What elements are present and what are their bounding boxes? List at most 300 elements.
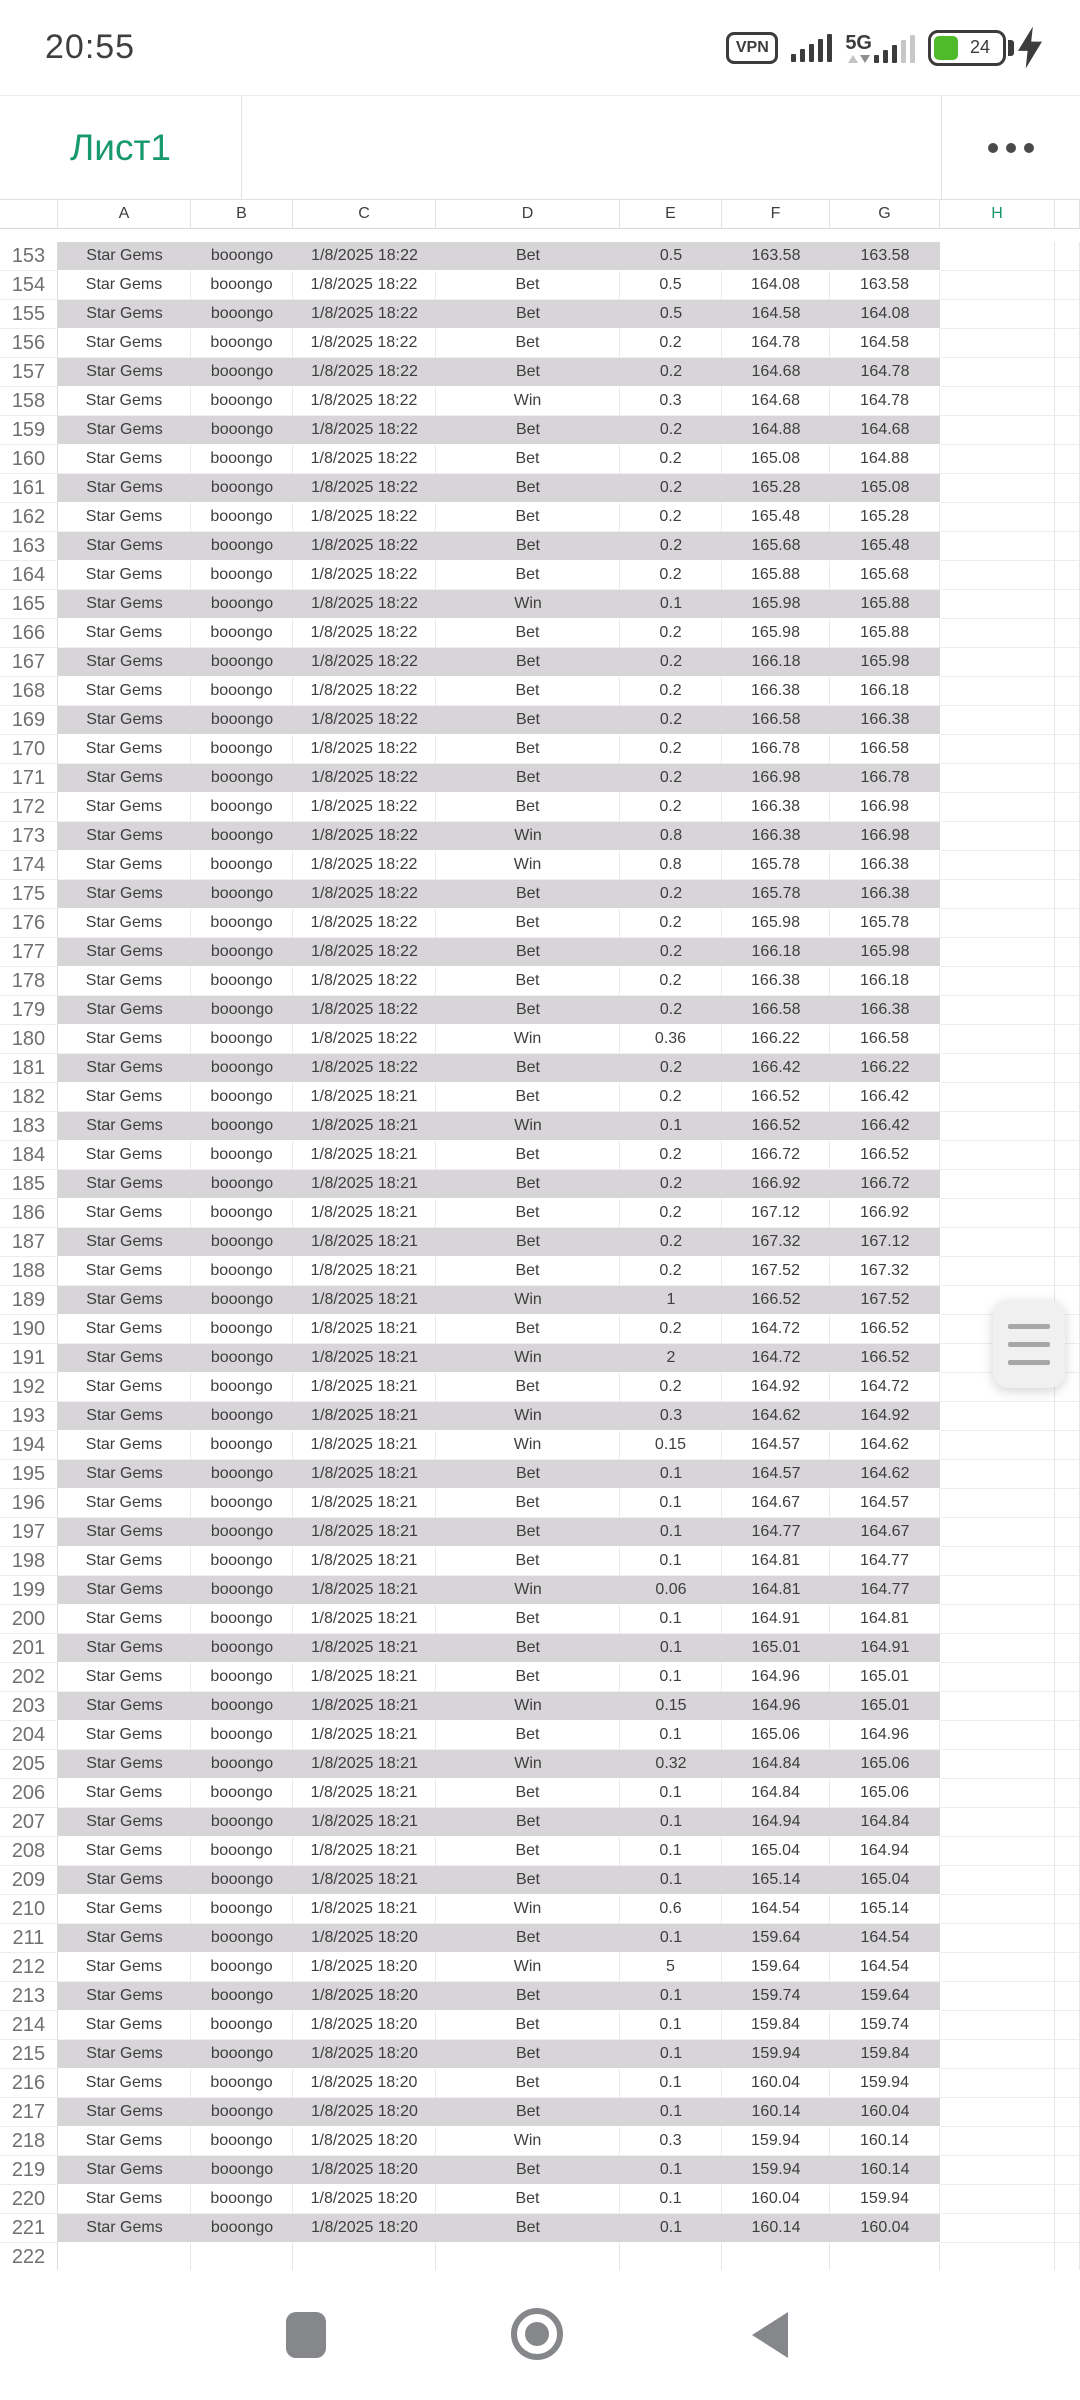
cell[interactable] xyxy=(940,1170,1055,1199)
cell[interactable] xyxy=(940,358,1055,387)
cell[interactable]: 1/8/2025 18:22 xyxy=(293,358,436,387)
cell[interactable]: 0.1 xyxy=(620,1605,722,1634)
cell[interactable]: 0.2 xyxy=(620,648,722,677)
cell[interactable]: 165.06 xyxy=(830,1779,940,1808)
cell[interactable] xyxy=(940,677,1055,706)
cell[interactable]: booongo xyxy=(191,1547,293,1576)
cell[interactable]: 1/8/2025 18:21 xyxy=(293,1170,436,1199)
row-header[interactable]: 187 xyxy=(0,1228,58,1257)
cell[interactable]: 0.1 xyxy=(620,1721,722,1750)
row-header[interactable]: 204 xyxy=(0,1721,58,1750)
cell[interactable]: Bet xyxy=(436,561,620,590)
row-header[interactable]: 176 xyxy=(0,909,58,938)
recents-button[interactable] xyxy=(286,2312,326,2358)
cell[interactable]: Star Gems xyxy=(58,706,191,735)
row-header[interactable]: 189 xyxy=(0,1286,58,1315)
cell[interactable]: booongo xyxy=(191,1112,293,1141)
cell[interactable]: 166.78 xyxy=(830,764,940,793)
cell[interactable] xyxy=(58,2243,191,2272)
cell[interactable]: 0.2 xyxy=(620,1199,722,1228)
cell[interactable]: Bet xyxy=(436,1489,620,1518)
cell[interactable]: Bet xyxy=(436,445,620,474)
cell[interactable]: 160.14 xyxy=(830,2156,940,2185)
cell[interactable]: Bet xyxy=(436,1779,620,1808)
cell[interactable]: 166.22 xyxy=(830,1054,940,1083)
cell[interactable]: Win xyxy=(436,1402,620,1431)
cell[interactable]: 166.52 xyxy=(722,1286,830,1315)
cell[interactable]: 165.88 xyxy=(830,619,940,648)
row-header[interactable]: 219 xyxy=(0,2156,58,2185)
cell[interactable]: 164.88 xyxy=(830,445,940,474)
cell[interactable]: Win xyxy=(436,1112,620,1141)
cell[interactable]: 166.78 xyxy=(722,735,830,764)
cell[interactable]: 164.68 xyxy=(722,358,830,387)
cell[interactable] xyxy=(940,271,1055,300)
cell[interactable]: booongo xyxy=(191,1808,293,1837)
cell[interactable]: 0.5 xyxy=(620,300,722,329)
cell[interactable] xyxy=(940,1054,1055,1083)
cell[interactable]: 164.91 xyxy=(722,1605,830,1634)
cell[interactable]: 165.28 xyxy=(722,474,830,503)
cell[interactable]: 0.1 xyxy=(620,2185,722,2214)
cell[interactable]: booongo xyxy=(191,1866,293,1895)
row-header[interactable]: 222 xyxy=(0,2243,58,2272)
row-header[interactable]: 168 xyxy=(0,677,58,706)
row-header[interactable]: 164 xyxy=(0,561,58,590)
cell[interactable]: booongo xyxy=(191,764,293,793)
cell[interactable]: Bet xyxy=(436,706,620,735)
cell[interactable]: 166.38 xyxy=(722,822,830,851)
cell[interactable]: 0.2 xyxy=(620,1228,722,1257)
cell[interactable]: booongo xyxy=(191,300,293,329)
cell[interactable]: Bet xyxy=(436,416,620,445)
cell[interactable]: 0.2 xyxy=(620,416,722,445)
cell[interactable]: 0.1 xyxy=(620,1547,722,1576)
cell[interactable]: 164.72 xyxy=(722,1344,830,1373)
cell[interactable]: 0.2 xyxy=(620,1141,722,1170)
cell[interactable]: 164.62 xyxy=(722,1402,830,1431)
cell[interactable]: booongo xyxy=(191,1431,293,1460)
cell[interactable]: 164.62 xyxy=(830,1431,940,1460)
cell[interactable] xyxy=(940,532,1055,561)
row-header[interactable]: 156 xyxy=(0,329,58,358)
cell[interactable]: 165.68 xyxy=(722,532,830,561)
row-header[interactable]: 162 xyxy=(0,503,58,532)
cell[interactable]: 1/8/2025 18:22 xyxy=(293,764,436,793)
cell[interactable]: 165.06 xyxy=(830,1750,940,1779)
cell[interactable]: Win xyxy=(436,590,620,619)
cell[interactable]: Star Gems xyxy=(58,1750,191,1779)
cell[interactable]: 166.18 xyxy=(830,967,940,996)
cell[interactable] xyxy=(940,1402,1055,1431)
cell[interactable]: 1/8/2025 18:22 xyxy=(293,503,436,532)
cell[interactable]: Star Gems xyxy=(58,1634,191,1663)
cell[interactable]: Star Gems xyxy=(58,1721,191,1750)
cell[interactable]: 164.96 xyxy=(722,1663,830,1692)
cell[interactable]: 1/8/2025 18:22 xyxy=(293,677,436,706)
cell[interactable] xyxy=(940,1228,1055,1257)
cell[interactable]: Star Gems xyxy=(58,2214,191,2243)
cell[interactable] xyxy=(940,1779,1055,1808)
row-header[interactable]: 180 xyxy=(0,1025,58,1054)
row-header[interactable]: 202 xyxy=(0,1663,58,1692)
cell[interactable]: Bet xyxy=(436,300,620,329)
cell[interactable]: 165.48 xyxy=(722,503,830,532)
more-menu-button[interactable] xyxy=(941,96,1080,199)
cell[interactable]: 165.28 xyxy=(830,503,940,532)
cell[interactable]: Bet xyxy=(436,1518,620,1547)
row-header[interactable]: 153 xyxy=(0,242,58,271)
cell[interactable]: 166.98 xyxy=(830,822,940,851)
row-header[interactable]: 196 xyxy=(0,1489,58,1518)
cell[interactable]: 159.64 xyxy=(722,1953,830,1982)
cell[interactable]: 164.67 xyxy=(722,1489,830,1518)
row-header[interactable]: 213 xyxy=(0,1982,58,2011)
cell[interactable] xyxy=(940,1982,1055,2011)
cell[interactable]: 1/8/2025 18:20 xyxy=(293,2098,436,2127)
cell[interactable]: Bet xyxy=(436,880,620,909)
cell[interactable]: booongo xyxy=(191,1895,293,1924)
row-header[interactable]: 188 xyxy=(0,1257,58,1286)
cell[interactable]: booongo xyxy=(191,967,293,996)
cell[interactable]: 1/8/2025 18:21 xyxy=(293,1866,436,1895)
cell[interactable]: Star Gems xyxy=(58,1460,191,1489)
row-header[interactable]: 194 xyxy=(0,1431,58,1460)
cell[interactable]: 160.04 xyxy=(722,2185,830,2214)
cell[interactable]: Star Gems xyxy=(58,1953,191,1982)
cell[interactable]: booongo xyxy=(191,1373,293,1402)
cell[interactable]: 1/8/2025 18:22 xyxy=(293,938,436,967)
cell[interactable]: 164.57 xyxy=(722,1460,830,1489)
row-header[interactable]: 208 xyxy=(0,1837,58,1866)
cell[interactable]: 1/8/2025 18:22 xyxy=(293,822,436,851)
cell[interactable]: Win xyxy=(436,1953,620,1982)
cell[interactable] xyxy=(293,2243,436,2272)
cell[interactable]: Star Gems xyxy=(58,445,191,474)
cell[interactable]: 165.14 xyxy=(722,1866,830,1895)
cell[interactable]: 165.88 xyxy=(830,590,940,619)
cell[interactable]: booongo xyxy=(191,242,293,271)
cell[interactable] xyxy=(940,909,1055,938)
cell[interactable] xyxy=(940,1083,1055,1112)
cell[interactable]: Star Gems xyxy=(58,1489,191,1518)
cell[interactable]: Bet xyxy=(436,1663,620,1692)
cell[interactable]: 0.2 xyxy=(620,793,722,822)
cell[interactable]: 2 xyxy=(620,1344,722,1373)
cell[interactable]: Bet xyxy=(436,1170,620,1199)
cell[interactable]: 1/8/2025 18:21 xyxy=(293,1895,436,1924)
cell[interactable]: Star Gems xyxy=(58,329,191,358)
cell[interactable]: 1/8/2025 18:21 xyxy=(293,1518,436,1547)
cell[interactable]: 164.67 xyxy=(830,1518,940,1547)
cell[interactable]: 166.92 xyxy=(830,1199,940,1228)
cell[interactable] xyxy=(940,2011,1055,2040)
column-letter-A[interactable]: A xyxy=(58,200,191,229)
cell[interactable]: 159.94 xyxy=(830,2069,940,2098)
row-header[interactable]: 185 xyxy=(0,1170,58,1199)
cell[interactable] xyxy=(940,300,1055,329)
cell[interactable]: Star Gems xyxy=(58,474,191,503)
row-header[interactable]: 195 xyxy=(0,1460,58,1489)
cell[interactable]: 167.32 xyxy=(830,1257,940,1286)
cell[interactable]: 166.22 xyxy=(722,1025,830,1054)
cell[interactable]: 166.42 xyxy=(830,1083,940,1112)
cell[interactable] xyxy=(940,1895,1055,1924)
cell[interactable] xyxy=(940,938,1055,967)
cell[interactable]: Bet xyxy=(436,967,620,996)
cell[interactable]: Star Gems xyxy=(58,387,191,416)
cell[interactable]: Bet xyxy=(436,1460,620,1489)
cell[interactable]: 164.78 xyxy=(722,329,830,358)
cell[interactable]: Star Gems xyxy=(58,1895,191,1924)
row-header[interactable]: 203 xyxy=(0,1692,58,1721)
cell[interactable]: 1/8/2025 18:20 xyxy=(293,2214,436,2243)
cell[interactable]: 0.3 xyxy=(620,2127,722,2156)
cell[interactable]: 166.42 xyxy=(830,1112,940,1141)
cell[interactable]: booongo xyxy=(191,648,293,677)
cell[interactable]: 166.72 xyxy=(830,1170,940,1199)
cell[interactable]: 0.1 xyxy=(620,1112,722,1141)
cell[interactable] xyxy=(940,1112,1055,1141)
cell[interactable]: 164.08 xyxy=(722,271,830,300)
cell[interactable]: 166.38 xyxy=(722,793,830,822)
cell[interactable]: 0.3 xyxy=(620,387,722,416)
cell[interactable] xyxy=(940,1953,1055,1982)
cell[interactable]: 166.38 xyxy=(830,996,940,1025)
cell[interactable]: 165.98 xyxy=(722,590,830,619)
cell[interactable]: 166.38 xyxy=(722,967,830,996)
cell[interactable]: 1/8/2025 18:21 xyxy=(293,1286,436,1315)
cell[interactable]: 165.04 xyxy=(830,1866,940,1895)
cell[interactable]: 0.2 xyxy=(620,1315,722,1344)
cell[interactable]: 1/8/2025 18:21 xyxy=(293,1257,436,1286)
cell[interactable]: 164.96 xyxy=(830,1721,940,1750)
row-header[interactable]: 182 xyxy=(0,1083,58,1112)
cell[interactable]: 0.6 xyxy=(620,1895,722,1924)
cell[interactable] xyxy=(940,619,1055,648)
cell[interactable]: 1/8/2025 18:21 xyxy=(293,1141,436,1170)
cell[interactable]: 1/8/2025 18:22 xyxy=(293,416,436,445)
cell[interactable]: Bet xyxy=(436,1837,620,1866)
cell[interactable] xyxy=(940,242,1055,271)
cell[interactable]: Bet xyxy=(436,1866,620,1895)
cell[interactable]: Star Gems xyxy=(58,735,191,764)
cell[interactable]: 165.78 xyxy=(722,851,830,880)
row-header[interactable]: 201 xyxy=(0,1634,58,1663)
row-header[interactable]: 174 xyxy=(0,851,58,880)
row-header[interactable]: 217 xyxy=(0,2098,58,2127)
cell[interactable]: 166.52 xyxy=(830,1141,940,1170)
cell[interactable]: Bet xyxy=(436,1141,620,1170)
row-header[interactable]: 192 xyxy=(0,1373,58,1402)
cell[interactable]: Star Gems xyxy=(58,1112,191,1141)
cell[interactable]: 164.91 xyxy=(830,1634,940,1663)
cell[interactable]: Star Gems xyxy=(58,2185,191,2214)
row-header[interactable]: 179 xyxy=(0,996,58,1025)
row-header[interactable]: 160 xyxy=(0,445,58,474)
cell[interactable]: 164.57 xyxy=(830,1489,940,1518)
cell[interactable]: booongo xyxy=(191,329,293,358)
cell[interactable]: 167.52 xyxy=(830,1286,940,1315)
cell[interactable]: Star Gems xyxy=(58,590,191,619)
cell[interactable]: booongo xyxy=(191,271,293,300)
cell[interactable] xyxy=(940,1576,1055,1605)
cell[interactable]: Star Gems xyxy=(58,1315,191,1344)
cell[interactable]: 0.2 xyxy=(620,677,722,706)
cell[interactable]: 165.04 xyxy=(722,1837,830,1866)
cell[interactable]: 166.42 xyxy=(722,1054,830,1083)
cell[interactable]: Star Gems xyxy=(58,532,191,561)
cell[interactable]: 166.58 xyxy=(830,735,940,764)
cell[interactable]: Star Gems xyxy=(58,1924,191,1953)
cell[interactable]: 1/8/2025 18:22 xyxy=(293,329,436,358)
cell[interactable]: 166.58 xyxy=(830,1025,940,1054)
row-header[interactable]: 155 xyxy=(0,300,58,329)
cell[interactable]: 165.01 xyxy=(830,1692,940,1721)
cell[interactable] xyxy=(940,2156,1055,2185)
cell[interactable]: Bet xyxy=(436,474,620,503)
cell[interactable]: 160.14 xyxy=(830,2127,940,2156)
cell[interactable]: 164.78 xyxy=(830,358,940,387)
cell[interactable]: booongo xyxy=(191,445,293,474)
cell[interactable]: 0.1 xyxy=(620,1982,722,2011)
cell[interactable]: 1/8/2025 18:21 xyxy=(293,1083,436,1112)
cell[interactable]: 0.15 xyxy=(620,1431,722,1460)
cell[interactable]: 0.2 xyxy=(620,532,722,561)
cell[interactable]: Bet xyxy=(436,1054,620,1083)
cell[interactable]: 166.38 xyxy=(830,880,940,909)
cell[interactable]: Star Gems xyxy=(58,300,191,329)
cell[interactable]: 164.68 xyxy=(830,416,940,445)
cell[interactable]: 1/8/2025 18:21 xyxy=(293,1692,436,1721)
cell[interactable] xyxy=(940,1721,1055,1750)
cell[interactable]: 0.2 xyxy=(620,445,722,474)
cell[interactable]: booongo xyxy=(191,677,293,706)
cell[interactable]: Bet xyxy=(436,1634,620,1663)
cell[interactable]: 165.78 xyxy=(722,880,830,909)
cell[interactable]: 1/8/2025 18:22 xyxy=(293,1025,436,1054)
cell[interactable] xyxy=(940,561,1055,590)
cell[interactable]: 164.62 xyxy=(830,1460,940,1489)
cell[interactable]: Bet xyxy=(436,2040,620,2069)
cell[interactable]: Bet xyxy=(436,358,620,387)
row-header[interactable]: 220 xyxy=(0,2185,58,2214)
cell[interactable] xyxy=(830,2243,940,2272)
cell[interactable]: 159.74 xyxy=(830,2011,940,2040)
cell[interactable] xyxy=(940,1025,1055,1054)
cell[interactable]: booongo xyxy=(191,416,293,445)
cell[interactable]: 167.32 xyxy=(722,1228,830,1257)
cell[interactable]: 164.77 xyxy=(722,1518,830,1547)
cell[interactable]: 0.1 xyxy=(620,1634,722,1663)
cell[interactable]: Bet xyxy=(436,503,620,532)
cell[interactable]: 164.58 xyxy=(722,300,830,329)
cell[interactable]: Win xyxy=(436,1025,620,1054)
cell[interactable]: Bet xyxy=(436,2098,620,2127)
cell[interactable]: booongo xyxy=(191,619,293,648)
cell[interactable]: 1/8/2025 18:20 xyxy=(293,2069,436,2098)
cell[interactable]: Win xyxy=(436,1692,620,1721)
cell[interactable]: 1/8/2025 18:21 xyxy=(293,1228,436,1257)
cell[interactable] xyxy=(940,706,1055,735)
cell[interactable]: 164.77 xyxy=(830,1547,940,1576)
cell[interactable]: Star Gems xyxy=(58,561,191,590)
cell[interactable]: 0.1 xyxy=(620,2069,722,2098)
cell[interactable]: 160.04 xyxy=(722,2069,830,2098)
cell[interactable]: booongo xyxy=(191,2214,293,2243)
cell[interactable] xyxy=(940,2098,1055,2127)
row-header[interactable]: 169 xyxy=(0,706,58,735)
cell[interactable]: booongo xyxy=(191,735,293,764)
cell[interactable]: Win xyxy=(436,1431,620,1460)
cell[interactable] xyxy=(940,1750,1055,1779)
cell[interactable]: Bet xyxy=(436,1083,620,1112)
cell[interactable]: 1/8/2025 18:21 xyxy=(293,1750,436,1779)
row-header[interactable]: 184 xyxy=(0,1141,58,1170)
cell[interactable]: 1/8/2025 18:22 xyxy=(293,648,436,677)
cell[interactable]: 0.1 xyxy=(620,2214,722,2243)
cell[interactable]: booongo xyxy=(191,909,293,938)
cell[interactable]: Star Gems xyxy=(58,1982,191,2011)
cell[interactable] xyxy=(940,1460,1055,1489)
cell[interactable]: 1/8/2025 18:22 xyxy=(293,474,436,503)
cell[interactable]: booongo xyxy=(191,996,293,1025)
cell[interactable]: Star Gems xyxy=(58,880,191,909)
cell[interactable]: 0.1 xyxy=(620,1518,722,1547)
row-header[interactable]: 191 xyxy=(0,1344,58,1373)
cell[interactable]: 0.2 xyxy=(620,706,722,735)
cell[interactable]: 163.58 xyxy=(722,242,830,271)
cell[interactable]: booongo xyxy=(191,706,293,735)
cell[interactable]: Bet xyxy=(436,1315,620,1344)
cell[interactable] xyxy=(940,503,1055,532)
cell[interactable]: 166.38 xyxy=(830,706,940,735)
row-header[interactable]: 215 xyxy=(0,2040,58,2069)
cell[interactable]: 0.32 xyxy=(620,1750,722,1779)
cell[interactable] xyxy=(191,2243,293,2272)
cell[interactable] xyxy=(940,590,1055,619)
cell[interactable]: booongo xyxy=(191,590,293,619)
cell[interactable]: 164.92 xyxy=(830,1402,940,1431)
cell[interactable]: Bet xyxy=(436,1373,620,1402)
cell[interactable] xyxy=(940,764,1055,793)
cell[interactable]: Bet xyxy=(436,793,620,822)
cell[interactable]: 1/8/2025 18:21 xyxy=(293,1663,436,1692)
cell[interactable]: Win xyxy=(436,1344,620,1373)
row-header[interactable]: 211 xyxy=(0,1924,58,1953)
cell[interactable]: 1/8/2025 18:21 xyxy=(293,1634,436,1663)
cell[interactable]: 164.72 xyxy=(722,1315,830,1344)
row-header[interactable]: 200 xyxy=(0,1605,58,1634)
cell[interactable]: 166.52 xyxy=(830,1344,940,1373)
cell[interactable]: 0.2 xyxy=(620,1257,722,1286)
cell[interactable]: Bet xyxy=(436,1257,620,1286)
cell[interactable] xyxy=(940,445,1055,474)
cell[interactable]: Bet xyxy=(436,648,620,677)
cell[interactable]: Bet xyxy=(436,532,620,561)
cell[interactable]: booongo xyxy=(191,1576,293,1605)
cell[interactable]: 159.84 xyxy=(722,2011,830,2040)
row-header[interactable]: 170 xyxy=(0,735,58,764)
cell[interactable] xyxy=(940,1431,1055,1460)
cell[interactable]: 0.2 xyxy=(620,764,722,793)
cell[interactable]: Star Gems xyxy=(58,1286,191,1315)
cell[interactable]: 0.06 xyxy=(620,1576,722,1605)
cell[interactable]: 1/8/2025 18:20 xyxy=(293,2040,436,2069)
cell[interactable] xyxy=(940,2243,1055,2272)
cell[interactable]: 164.68 xyxy=(722,387,830,416)
cell[interactable]: booongo xyxy=(191,2156,293,2185)
